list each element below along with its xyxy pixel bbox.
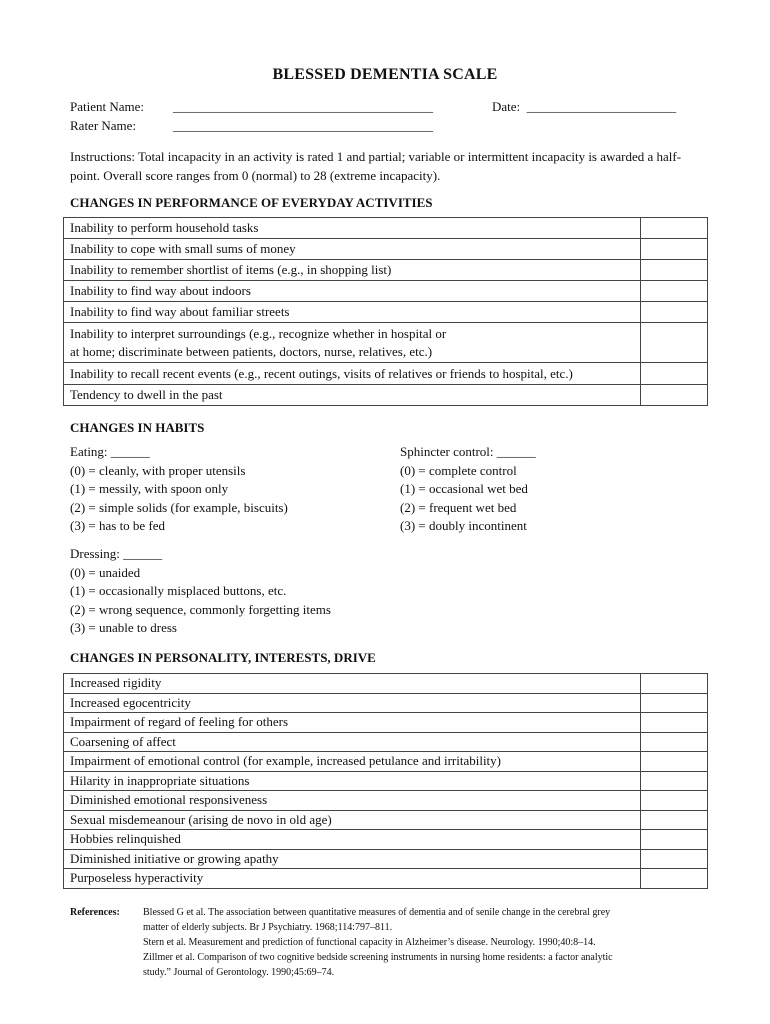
option-line: (2) = simple solids (for example, biscuits) bbox=[70, 499, 288, 515]
item-label: Inability to perform household tasks bbox=[64, 218, 641, 239]
rater-name-row bbox=[70, 118, 433, 134]
table-row bbox=[64, 260, 708, 281]
option-line: (2) = wrong sequence, commonly forgetting items bbox=[70, 601, 331, 617]
table-row bbox=[64, 323, 708, 363]
table-row bbox=[64, 791, 708, 811]
score-cell[interactable] bbox=[641, 849, 708, 869]
score-cell[interactable] bbox=[641, 732, 708, 752]
table-row bbox=[64, 693, 708, 713]
item-label: Coarsening of affect bbox=[64, 732, 641, 752]
rater-name-field[interactable]: ________________________________________ bbox=[173, 118, 433, 133]
option-line: (3) = unable to dress bbox=[70, 620, 177, 636]
item-label: Increased egocentricity bbox=[64, 693, 641, 713]
option-line: (0) = unaided bbox=[70, 564, 141, 580]
reference-line: study.” Journal of Gerontology. 1990;45:69–74. bbox=[143, 967, 335, 978]
table-row bbox=[64, 869, 708, 889]
references-list bbox=[143, 905, 703, 980]
option-line: (1) = occasional wet bed bbox=[400, 481, 528, 497]
item-label: Purposeless hyperactivity bbox=[64, 869, 641, 889]
score-cell[interactable] bbox=[641, 713, 708, 733]
score-cell[interactable] bbox=[641, 239, 708, 260]
item-label-line: Inability to interpret surroundings (e.g., recognize whether in hospital or bbox=[70, 325, 447, 341]
references-label: References: bbox=[70, 907, 120, 918]
score-cell[interactable] bbox=[641, 218, 708, 239]
item-label: Inability to cope with small sums of money bbox=[64, 239, 641, 260]
option-line: (3) = has to be fed bbox=[70, 518, 166, 534]
table-row bbox=[64, 363, 708, 385]
score-cell[interactable] bbox=[641, 260, 708, 281]
date-label: Date: bbox=[492, 99, 521, 114]
section-personality-heading: CHANGES IN PERSONALITY, INTERESTS, DRIVE bbox=[70, 650, 376, 665]
instructions: Instructions: Total incapacity in an activity is rated 1 and partial; variable or intermittent incapacity is awarded a half-point. Overall score ranges from 0 (normal) to 28 (extreme incapacity). bbox=[70, 149, 682, 183]
item-label: Inability to remember shortlist of items (e.g., in shopping list) bbox=[64, 260, 641, 281]
option-line: (1) = messily, with spoon only bbox=[70, 481, 229, 497]
table-row bbox=[64, 771, 708, 791]
date-field[interactable]: _______________________ bbox=[526, 99, 677, 114]
section-habits-heading: CHANGES IN HABITS bbox=[70, 420, 205, 435]
score-cell[interactable] bbox=[641, 869, 708, 889]
section-performance-heading: CHANGES IN PERFORMANCE OF EVERYDAY ACTIVITIES bbox=[70, 195, 433, 210]
table-row bbox=[64, 674, 708, 694]
score-cell[interactable] bbox=[641, 363, 708, 385]
patient-name-field[interactable]: ________________________________________ bbox=[173, 99, 433, 114]
item-label: Tendency to dwell in the past bbox=[64, 385, 641, 406]
item-label: Diminished initiative or growing apathy bbox=[64, 849, 641, 869]
patient-name-label: Patient Name: bbox=[70, 99, 145, 114]
table-row bbox=[64, 810, 708, 830]
item-label: Impairment of regard of feeling for others bbox=[64, 713, 641, 733]
table-row bbox=[64, 752, 708, 772]
score-cell[interactable] bbox=[641, 810, 708, 830]
score-cell[interactable] bbox=[641, 674, 708, 694]
personality-table bbox=[63, 673, 708, 889]
score-cell[interactable] bbox=[641, 385, 708, 406]
item-label: Sexual misdemeanour (arising de novo in old age) bbox=[64, 810, 641, 830]
reference-line: matter of elderly subjects. Br J Psychiatry. 1968;114:797–811. bbox=[143, 922, 393, 933]
score-cell[interactable] bbox=[641, 830, 708, 850]
score-cell[interactable] bbox=[641, 323, 708, 363]
item-label bbox=[64, 323, 641, 363]
table-row bbox=[64, 302, 708, 323]
option-line: (3) = doubly incontinent bbox=[400, 518, 527, 534]
sphincter-label: Sphincter control: ______ bbox=[400, 444, 536, 459]
item-label: Diminished emotional responsiveness bbox=[64, 791, 641, 811]
option-line: (1) = occasionally misplaced buttons, etc. bbox=[70, 583, 287, 599]
item-label: Inability to find way about indoors bbox=[64, 281, 641, 302]
score-cell[interactable] bbox=[641, 791, 708, 811]
table-row bbox=[64, 281, 708, 302]
table-row bbox=[64, 830, 708, 850]
reference-line: Stern et al. Measurement and prediction of functional capacity in Alzheimer’s disease. Neurology. 1990;40:8–14. bbox=[143, 937, 596, 948]
score-cell[interactable] bbox=[641, 281, 708, 302]
table-row bbox=[64, 239, 708, 260]
item-label: Hilarity in inappropriate situations bbox=[64, 771, 641, 791]
reference-line: Blessed G et al. The association between quantitative measures of dementia and of senile change in the cerebral grey bbox=[143, 907, 611, 918]
date-row bbox=[492, 99, 676, 115]
table-row bbox=[64, 385, 708, 406]
performance-table bbox=[63, 217, 708, 406]
dressing-block bbox=[70, 545, 331, 638]
dressing-label: Dressing: ______ bbox=[70, 546, 163, 561]
item-label: Inability to recall recent events (e.g., recent outings, visits of relatives or friends to hospital, etc.) bbox=[64, 363, 641, 385]
table-row bbox=[64, 713, 708, 733]
option-line: (0) = cleanly, with proper utensils bbox=[70, 462, 246, 478]
score-cell[interactable] bbox=[641, 302, 708, 323]
score-cell[interactable] bbox=[641, 771, 708, 791]
item-label-line: at home; discriminate between patients, doctors, nurse, relatives, etc.) bbox=[70, 343, 433, 359]
item-label: Increased rigidity bbox=[64, 674, 641, 694]
eating-label: Eating: ______ bbox=[70, 444, 150, 459]
rater-name-label: Rater Name: bbox=[70, 118, 137, 133]
table-row bbox=[64, 218, 708, 239]
page-title: BLESSED DEMENTIA SCALE bbox=[272, 66, 498, 83]
table-row bbox=[64, 849, 708, 869]
eating-block bbox=[70, 443, 288, 536]
item-label: Inability to find way about familiar streets bbox=[64, 302, 641, 323]
score-cell[interactable] bbox=[641, 693, 708, 713]
score-cell[interactable] bbox=[641, 752, 708, 772]
item-label: Hobbies relinquished bbox=[64, 830, 641, 850]
item-label: Impairment of emotional control (for example, increased petulance and irritability) bbox=[64, 752, 641, 772]
option-line: (0) = complete control bbox=[400, 462, 517, 478]
sphincter-block bbox=[400, 443, 536, 536]
patient-name-row bbox=[70, 99, 433, 115]
reference-line: Zillmer et al. Comparison of two cognitive bedside screening instruments in nursing home residents: a factor analytic bbox=[143, 952, 613, 963]
table-row bbox=[64, 732, 708, 752]
option-line: (2) = frequent wet bed bbox=[400, 499, 517, 515]
